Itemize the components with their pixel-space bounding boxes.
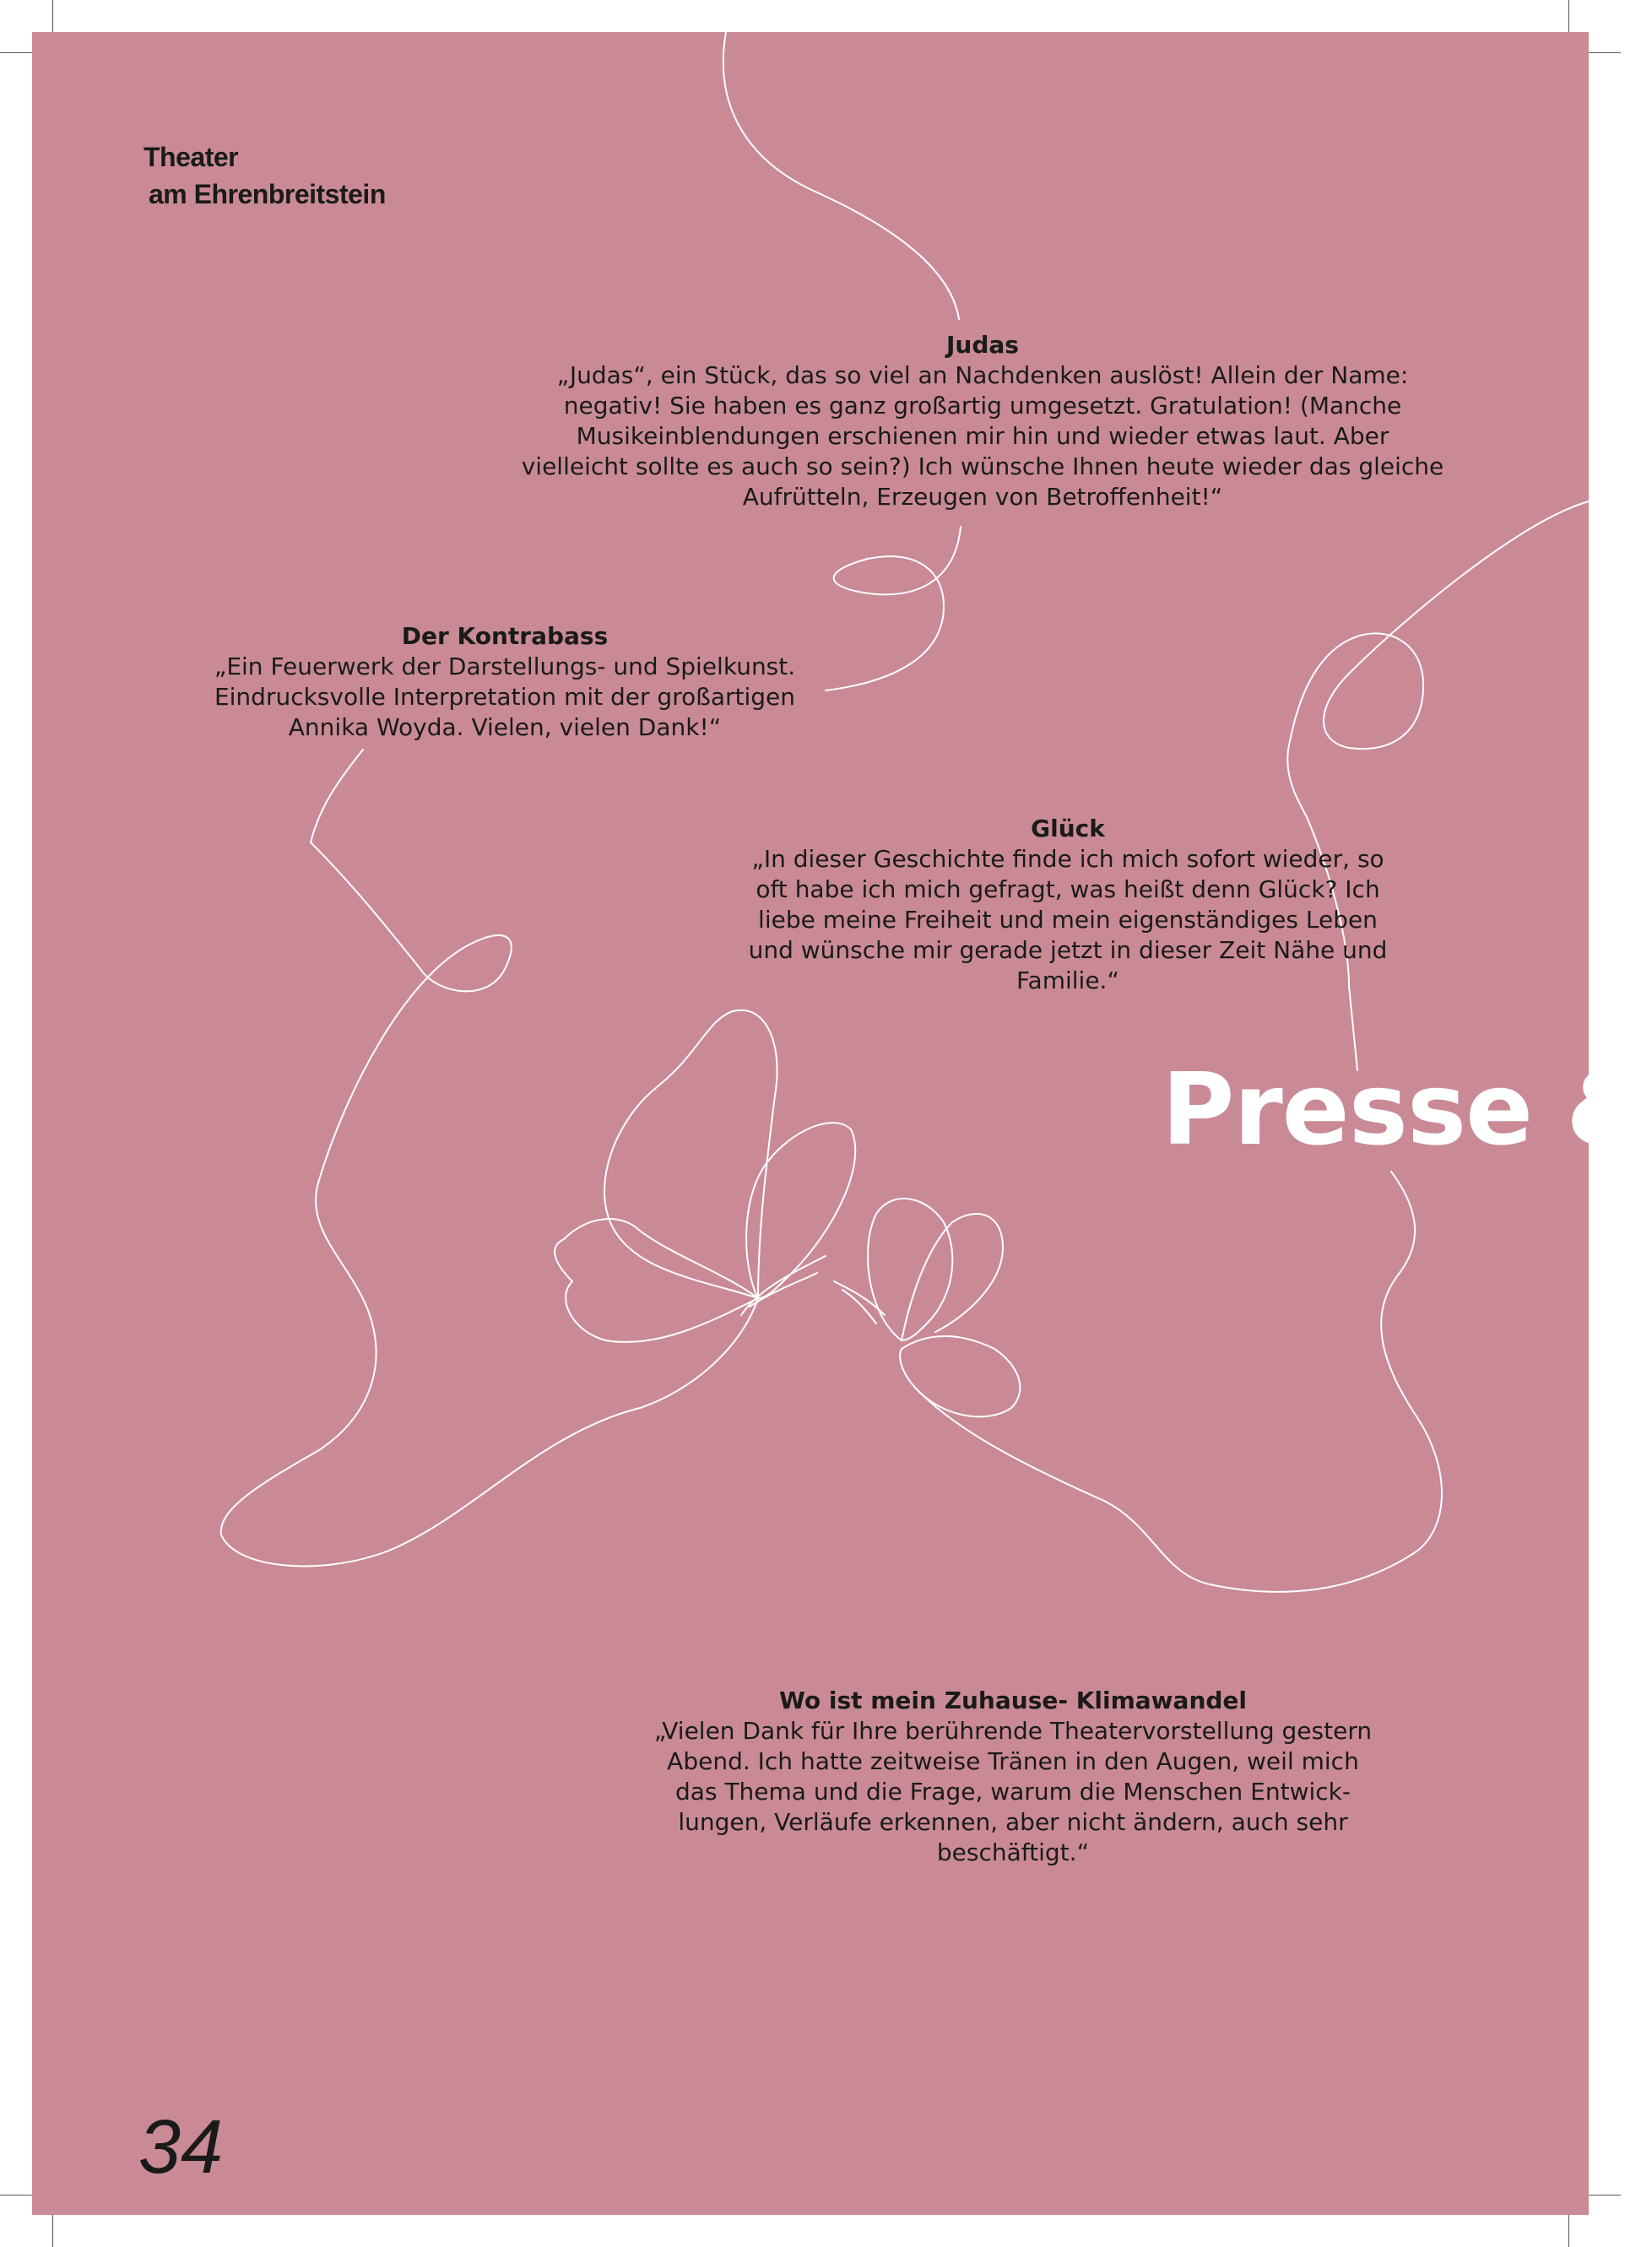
- crop-mark: [1568, 2215, 1569, 2247]
- quote-title: Wo ist mein Zuhause- Klimawandel: [778, 1687, 1248, 1714]
- line-art-path: [900, 1336, 1020, 1416]
- crop-mark: [0, 52, 32, 53]
- quote-line: liebe meine Freiheit und mein eigenständiges Leben: [758, 906, 1378, 934]
- quote-line: vielleicht sollte es auch so sein?) Ich wünsche Ihnen heute wieder das gleiche: [521, 452, 1444, 480]
- line-art-path: [604, 1010, 777, 1298]
- quote-glueck: [688, 814, 1448, 996]
- quote-line: negativ! Sie haben es ganz großartig umgesetzt. Gratulation! (Manche: [563, 392, 1402, 420]
- quote-judas: [451, 330, 1514, 512]
- quote-line: Familie.“: [1016, 966, 1119, 994]
- line-art-path: [834, 1281, 885, 1324]
- brand-logo: [144, 138, 386, 213]
- line-art-path: [918, 1172, 1442, 1592]
- crop-mark: [1589, 52, 1621, 53]
- section-headline: Presse &: [1162, 1051, 1652, 1167]
- quote-line: beschäftigt.“: [936, 1838, 1090, 1866]
- quote-line: „Judas“, ein Stück, das so viel an Nachdenken auslöst! Allein der Name:: [556, 361, 1409, 389]
- line-art-path: [723, 32, 959, 319]
- quote-line: „Ein Feuerwerk der Darstellungs- und Spielkunst.: [214, 652, 796, 680]
- quote-line: Abend. Ich hatte zeitweise Tränen in den Augen, weil mich: [667, 1747, 1359, 1775]
- quote-klimawandel: [591, 1686, 1435, 1868]
- quote-line: das Thema und die Frage, warum die Menschen Entwick-: [675, 1778, 1351, 1806]
- line-art-path: [555, 1219, 758, 1342]
- page-number: 34: [138, 2105, 224, 2190]
- quote-line: „Vielen Dank für Ihre berührende Theatervorstellung gestern: [653, 1717, 1373, 1745]
- quote-line: und wünsche mir gerade jetzt in dieser Zeit Nähe und: [748, 936, 1388, 964]
- line-art-path: [826, 527, 961, 690]
- quote-line: Eindrucksvolle Interpretation mit der großartigen: [214, 683, 796, 711]
- quote-kontrabass: [167, 621, 842, 743]
- line-art-path: [902, 1214, 1003, 1340]
- crop-mark: [52, 2215, 53, 2247]
- crop-mark: [1568, 0, 1569, 32]
- quote-line: Aufrütteln, Erzeugen von Betroffenheit!“: [742, 483, 1223, 511]
- crop-mark: [1589, 2195, 1621, 2196]
- quote-line: „In dieser Geschichte finde ich mich sofort wieder, so: [751, 845, 1384, 873]
- page: [32, 32, 1652, 2215]
- quote-line: Annika Woyda. Vielen, vielen Dank!“: [288, 713, 722, 741]
- line-art-path: [221, 750, 758, 1566]
- quote-line: oft habe ich mich gefragt, was heißt denn Glück? Ich: [756, 875, 1380, 903]
- line-art-path: [868, 1199, 952, 1340]
- quote-title: Judas: [946, 331, 1019, 359]
- quote-line: lungen, Verläufe erkennen, aber nicht ändern, auch sehr: [678, 1808, 1348, 1836]
- quote-title: Der Kontrabass: [401, 622, 609, 650]
- crop-mark: [52, 0, 53, 32]
- brand-line-1: Theater: [144, 142, 239, 172]
- brand-line-2: am Ehrenbreitstein: [149, 179, 386, 209]
- quote-title: Glück: [1031, 815, 1105, 842]
- quote-line: Musikeinblendungen erschienen mir hin und wieder etwas laut. Aber: [576, 422, 1389, 450]
- crop-mark: [0, 2195, 32, 2196]
